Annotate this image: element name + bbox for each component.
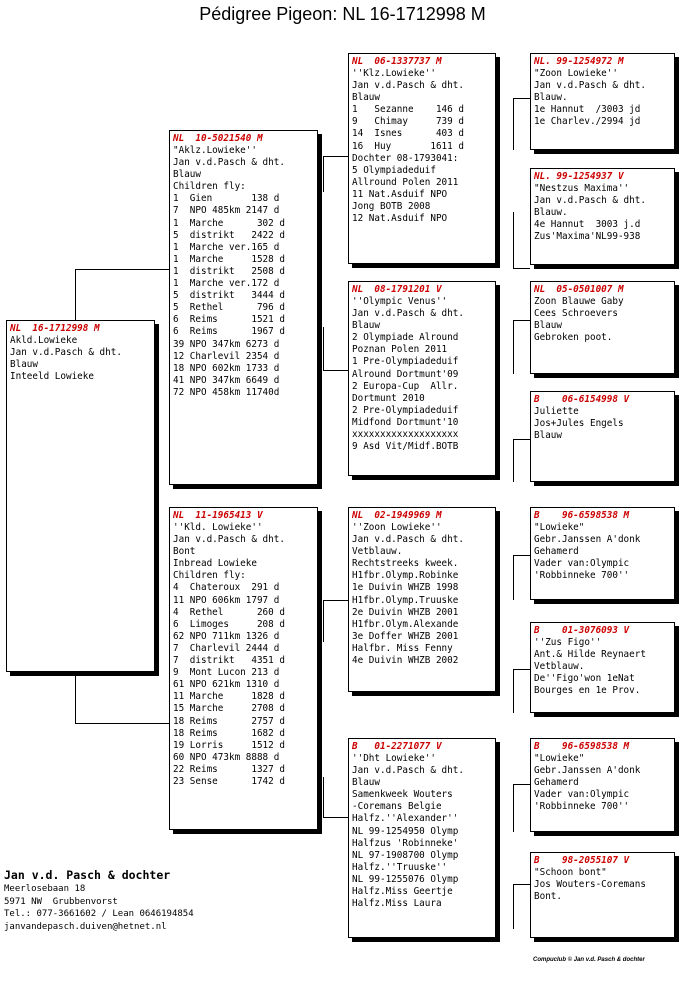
pigeon-info-line: Allround Polen 2011	[352, 176, 459, 188]
pigeon-card-dam	[169, 507, 318, 830]
pigeon-info-line: 5 Olympiadeduif	[352, 164, 436, 176]
pigeon-info-line: 7 distrikt 4351 d	[173, 655, 285, 667]
connector-line	[75, 672, 76, 724]
ring-number: NL. 99-1254937 V	[534, 171, 624, 182]
pigeon-info-line: Vetblauw.	[352, 546, 403, 558]
connector-line	[323, 156, 324, 192]
pigeon-info-line: NL 97-1908700 Olymp	[352, 849, 459, 861]
pigeon-card-ggp-6	[530, 622, 675, 713]
pigeon-info-line: 6 Reims 1967 d	[173, 326, 285, 338]
pigeon-info-line: 9 Asd Vit/Midf.BOTB	[352, 441, 459, 453]
pigeon-info-line: ''Olympic Venus''	[352, 296, 448, 307]
pigeon-info-line: 18 Reims 2757 d	[173, 715, 285, 727]
pigeon-info-line: 7 NPO 485km 2147 d	[173, 205, 280, 217]
pigeon-info-line: Ant.& Hilde Reynaert	[534, 649, 646, 661]
pigeon-info-line: Bont.	[534, 891, 562, 903]
pigeon-info-line: 2 Europa-Cup Allr.	[352, 380, 459, 392]
pigeon-info-line: Vader van:Olympic	[534, 789, 630, 801]
pigeon-info-line: Akld.Lowieke	[10, 335, 78, 346]
pigeon-info-line: Blauw	[534, 430, 562, 442]
owner-address: Meerlosebaan 18	[4, 884, 86, 894]
connector-line	[513, 784, 514, 832]
pigeon-info-line: Jan v.d.Pasch & dht.	[352, 765, 464, 777]
pigeon-card-dam-dam	[348, 738, 496, 938]
pigeon-info-line: Halfbr. Miss Fenny	[352, 642, 453, 654]
pigeon-info-line: 1e Charlev./2994 jd	[534, 116, 641, 128]
pigeon-info-line: ''Zus Figo''	[534, 637, 602, 648]
pigeon-info-line: Jos+Jules Engels	[534, 418, 624, 430]
connector-line	[513, 98, 514, 150]
pigeon-info-line: Bont	[173, 546, 196, 558]
pigeon-info-line: Jong BOTB 2008	[352, 201, 431, 213]
pigeon-info-line: 1 Pre-Olympiadeduif	[352, 356, 459, 368]
pigeon-info-line: Halfzus 'Robinneke'	[352, 837, 459, 849]
pigeon-info-line: 1 Marche ver.165 d	[173, 241, 280, 253]
pigeon-info-line: 1e Hannut /3003 jd	[534, 104, 641, 116]
pigeon-info-line: 5 distrikt 3444 d	[173, 290, 285, 302]
connector-line	[323, 777, 324, 817]
pigeon-info-line: 12 Nat.Asduif NPO	[352, 213, 448, 225]
pigeon-info-line: 4 Chateroux 291 d	[173, 582, 280, 594]
pigeon-info-line: "Nestzus Maxima''	[534, 183, 630, 194]
page-title: Pédigree Pigeon: NL 16-1712998 M	[199, 4, 486, 24]
pigeon-info-line: 11 Marche 1828 d	[173, 691, 285, 703]
pigeon-info-line: 5 Rethel 796 d	[173, 302, 285, 314]
ring-number: NL 06-1337737 M	[352, 56, 442, 67]
ring-number: NL 05-0501007 M	[534, 284, 624, 295]
pigeon-info-line: Jan v.d.Pasch & dht.	[534, 195, 646, 207]
pigeon-info-line: Inteeld Lowieke	[10, 371, 94, 383]
connector-line	[513, 320, 530, 321]
pigeon-info-line: Dochter 08-1793041:	[352, 152, 459, 164]
pigeon-info-line: Halfz.''Truuske''	[352, 861, 448, 873]
pigeon-info-line: 1 Sezanne 146 d	[352, 104, 464, 116]
connector-line	[513, 212, 514, 268]
pigeon-info-line: 61 NPO 621km 1310 d	[173, 679, 280, 691]
pigeon-info-line: 'Robbinneke 700''	[534, 801, 630, 813]
pigeon-info-line: ''Zoon Lowieke''	[352, 522, 442, 533]
connector-line	[513, 439, 514, 482]
pigeon-info-line: 'Robbinneke 700''	[534, 570, 630, 582]
pigeon-info-line: 1 Marche ver.172 d	[173, 278, 280, 290]
pigeon-card-sire	[169, 130, 318, 485]
pigeon-info-line: 4e Duivin WHZB 2002	[352, 655, 459, 667]
pigeon-info-line: Dortmunt 2010	[352, 392, 425, 404]
connector-line	[75, 269, 171, 270]
pigeon-info-line: 1 Marche 1528 d	[173, 253, 285, 265]
pigeon-info-line: NL 99-1254950 Olymp	[352, 825, 459, 837]
pigeon-info-line: Children fly:	[173, 570, 246, 582]
pigeon-info-line: 9 Mont Lucon 213 d	[173, 667, 280, 679]
connector-line	[75, 269, 76, 322]
pigeon-card-ggp-2	[530, 168, 675, 265]
pigeon-info-line: Gebroken poot.	[534, 332, 613, 344]
pigeon-info-line: 14 Isnes 403 d	[352, 128, 464, 140]
pigeon-info-line: 2 Pre-Olympiadeduif	[352, 404, 459, 416]
pigeon-card-ggp-5	[530, 507, 675, 600]
pigeon-info-line: De''Figo'won 1eNat	[534, 673, 635, 685]
pigeon-info-line: ''Dht Lowieke''	[352, 753, 436, 764]
pigeon-info-line: -Coremans Belgie	[352, 801, 442, 813]
pigeon-info-line: 6 Limoges 208 d	[173, 618, 285, 630]
pigeon-info-line: 72 NPO 458km 11740d	[173, 386, 280, 398]
pigeon-info-line: 5 distrikt 2422 d	[173, 229, 285, 241]
pigeon-info-line: Vader van:Olympic	[534, 558, 630, 570]
pigeon-info-line: Alround Dortmunt'09	[352, 368, 459, 380]
pigeon-info-line: Bourges en 1e Prov.	[534, 685, 641, 697]
connector-line	[323, 600, 348, 601]
pigeon-info-line: H1fbr.Olymp.Truuske	[352, 594, 459, 606]
pigeon-info-line: xxxxxxxxxxxxxxxxxxx	[352, 429, 459, 441]
connector-line	[323, 156, 348, 157]
ring-number: NL 08-1791201 V	[352, 284, 442, 295]
pigeon-info-line: Samenkweek Wouters	[352, 789, 453, 801]
pigeon-info-line: Gebr.Janssen A'donk	[534, 765, 641, 777]
connector-line	[513, 884, 514, 929]
pigeon-info-line: Blauw	[352, 92, 380, 104]
pigeon-info-line: ''Kld. Lowieke''	[173, 522, 263, 533]
ring-number: NL 16-1712998 M	[10, 323, 100, 334]
ring-number: B 98-2055107 V	[534, 855, 630, 866]
pigeon-info-line: 18 NPO 602km 1733 d	[173, 362, 280, 374]
pigeon-info-line: 4e Hannut 3003 j.d	[534, 219, 641, 231]
pigeon-info-line: Halfz.Miss Laura	[352, 898, 442, 910]
pigeon-info-line: Jan v.d.Pasch & dht.	[173, 157, 285, 169]
pigeon-info-line: 18 Reims 1682 d	[173, 727, 285, 739]
pigeon-card-ggp-7	[530, 738, 675, 832]
connector-line	[513, 784, 530, 785]
pigeon-info-line: Juliette	[534, 406, 579, 417]
pigeon-info-line: Midfond Dortmunt'10	[352, 416, 459, 428]
connector-line	[513, 884, 530, 885]
pigeon-card-ggp-8	[530, 852, 675, 938]
pigeon-info-line: NL 99-1255076 Olymp	[352, 873, 459, 885]
connector-line	[513, 98, 530, 99]
pigeon-info-line: Zoon Blauwe Gaby	[534, 296, 624, 307]
pigeon-info-line: 39 NPO 347km 6273 d	[173, 338, 280, 350]
pigeon-info-line: Inbread Lowieke	[173, 558, 257, 570]
connector-line	[75, 723, 171, 724]
ring-number: B 96-6598538 M	[534, 741, 630, 752]
pigeon-card-subject	[6, 320, 155, 672]
pigeon-card-ggp-3	[530, 281, 675, 374]
pigeon-info-line: Gehamerd	[534, 546, 579, 558]
pigeon-info-line: "Zoon Lowieke''	[534, 68, 618, 79]
pigeon-info-line: "Schoon bont"	[534, 867, 607, 878]
pigeon-info-line: 23 Sense 1742 d	[173, 775, 285, 787]
pigeon-info-line: Poznan Polen 2011	[352, 344, 448, 356]
pigeon-info-line: Blauw	[534, 320, 562, 332]
pigeon-info-line: Blauw	[10, 359, 38, 371]
pigeon-info-line: Jan v.d.Pasch & dht.	[10, 347, 122, 359]
pigeon-info-line: 1e Duivin WHZB 1998	[352, 582, 459, 594]
pigeon-info-line: 11 Nat.Asduif NPO	[352, 188, 448, 200]
pigeon-card-dam-sire	[348, 507, 496, 692]
connector-line	[513, 669, 530, 670]
owner-block	[4, 868, 304, 933]
ring-number: B 01-3076093 V	[534, 625, 630, 636]
owner-phone: Tel.: 077-3661602 / Lean 0646194854	[4, 909, 194, 919]
connector-line	[513, 555, 530, 556]
connector-line	[513, 439, 530, 440]
pigeon-info-line: 19 Lorris 1512 d	[173, 739, 285, 751]
pigeon-info-line: Gebr.Janssen A'donk	[534, 534, 641, 546]
pigeon-info-line: Jos Wouters-Coremans	[534, 879, 646, 891]
pigeon-info-line: "Lowieke"	[534, 522, 585, 533]
pigeon-info-line: Rechtstreeks kweek.	[352, 558, 459, 570]
pigeon-info-line: Vetblauw.	[534, 661, 585, 673]
owner-name: Jan v.d. Pasch & dochter	[4, 868, 171, 882]
ring-number: NL 11-1965413 V	[173, 510, 263, 521]
connector-line	[513, 268, 530, 269]
pigeon-info-line: 16 Huy 1611 d	[352, 140, 464, 152]
ring-number: B 01-2271077 V	[352, 741, 442, 752]
pigeon-info-line: 2e Duivin WHZB 2001	[352, 606, 459, 618]
pigeon-info-line: Halfz.Miss Geertje	[352, 886, 453, 898]
connector-line	[513, 320, 514, 374]
pigeon-info-line: 60 NPO 473km 8888 d	[173, 751, 280, 763]
pigeon-info-line: Blauw	[173, 169, 201, 181]
pigeon-info-line: Children fly:	[173, 181, 246, 193]
pigeon-card-sire-dam	[348, 281, 496, 476]
pigeon-info-line: Blauw.	[534, 92, 568, 104]
connector-line	[323, 327, 324, 370]
connector-line	[323, 817, 348, 818]
pigeon-info-line: Blauw.	[534, 207, 568, 219]
owner-email: janvandepasch.duiven@hetnet.nl	[4, 921, 167, 932]
pigeon-info-line: 41 NPO 347km 6649 d	[173, 374, 280, 386]
pigeon-card-ggp-4	[530, 391, 675, 482]
pigeon-card-ggp-1	[530, 53, 675, 150]
pigeon-info-line: H1fbr.Olym.Alexande	[352, 618, 459, 630]
pigeon-info-line: Jan v.d.Pasch & dht.	[352, 308, 464, 320]
pigeon-info-line: 4 Rethel 260 d	[173, 606, 285, 618]
pigeon-info-line: "Lowieke"	[534, 753, 585, 764]
pigeon-info-line: 62 NPO 711km 1326 d	[173, 630, 280, 642]
pigeon-info-line: Cees Schroevers	[534, 308, 618, 320]
pigeon-info-line: Jan v.d.Pasch & dht.	[352, 80, 464, 92]
pigeon-info-line: Jan v.d.Pasch & dht.	[534, 80, 646, 92]
pigeon-info-line: Jan v.d.Pasch & dht.	[352, 534, 464, 546]
pigeon-info-line: 1 Gien 138 d	[173, 193, 280, 205]
pigeon-info-line: ''Klz.Lowieke''	[352, 68, 436, 79]
footer-credit: Compuclub © Jan v.d. Pasch & dochter	[533, 957, 645, 963]
pigeon-info-line: 22 Reims 1327 d	[173, 763, 285, 775]
connector-line	[513, 555, 514, 600]
ring-number: B 96-6598538 M	[534, 510, 630, 521]
pigeon-info-line: Jan v.d.Pasch & dht.	[173, 534, 285, 546]
pigeon-info-line: 6 Reims 1521 d	[173, 314, 285, 326]
pigeon-info-line: Zus'Maxima'NL99-938	[534, 231, 641, 243]
pigeon-info-line: Blauw	[352, 777, 380, 789]
ring-number: NL 02-1949969 M	[352, 510, 442, 521]
pigeon-info-line: 1 distrikt 2508 d	[173, 265, 285, 277]
pigeon-info-line: H1fbr.Olymp.Robinke	[352, 570, 459, 582]
pigeon-info-line: 9 Chimay 739 d	[352, 116, 464, 128]
connector-line	[513, 669, 514, 713]
pigeon-card-sire-sire	[348, 53, 496, 264]
pigeon-info-line: 15 Marche 2708 d	[173, 703, 285, 715]
pigeon-info-line: "Aklz.Lowieke''	[173, 145, 257, 156]
pigeon-info-line: Halfz.''Alexander''	[352, 813, 459, 825]
pigeon-info-line: Gehamerd	[534, 777, 579, 789]
pigeon-info-line: 11 NPO 606km 1797 d	[173, 594, 280, 606]
ring-number: B 06-6154998 V	[534, 394, 630, 405]
connector-line	[323, 600, 324, 642]
pigeon-info-line: 3e Doffer WHZB 2001	[352, 630, 459, 642]
ring-number: NL 10-5021540 M	[173, 133, 263, 144]
connector-line	[323, 370, 348, 371]
pigeon-info-line: 2 Olympiade Alround	[352, 332, 459, 344]
pigeon-info-line: 12 Charlevil 2354 d	[173, 350, 280, 362]
pigeon-info-line: 7 Charlevil 2444 d	[173, 642, 280, 654]
ring-number: NL. 99-1254972 M	[534, 56, 624, 67]
pigeon-info-line: Blauw	[352, 320, 380, 332]
pigeon-info-line: 1 Marche 302 d	[173, 217, 285, 229]
owner-city: 5971 NW Grubbenvorst	[4, 896, 118, 907]
